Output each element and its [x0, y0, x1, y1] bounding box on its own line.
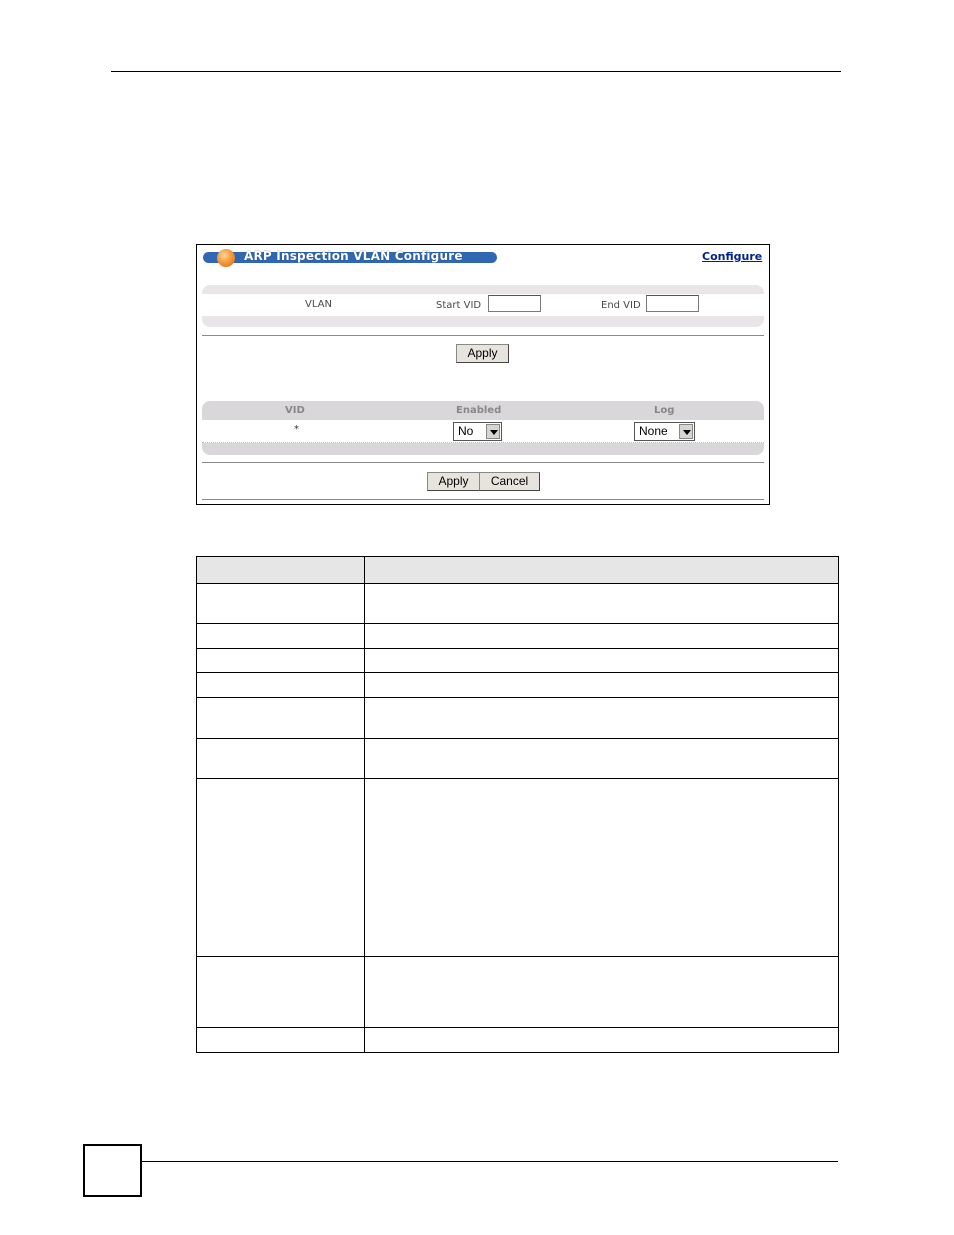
table-row: [197, 779, 839, 957]
configure-link[interactable]: Configure: [702, 250, 763, 263]
table-header-row: [197, 557, 839, 584]
table-row: [197, 673, 839, 698]
chevron-down-icon: [486, 424, 500, 439]
title-orb-icon: [217, 249, 235, 267]
log-select[interactable]: None: [634, 422, 695, 441]
table-row: [197, 624, 839, 649]
divider: [202, 335, 764, 336]
start-vid-label: Start VID: [436, 300, 482, 311]
chevron-down-icon: [679, 424, 693, 439]
table-row: [202, 420, 764, 443]
divider: [202, 499, 764, 500]
vid-settings-table: [202, 401, 764, 455]
vid-cell: *: [294, 424, 299, 435]
vid-column-header: VID: [285, 405, 305, 416]
apply-button[interactable]: Apply: [427, 472, 480, 491]
table-row: [197, 584, 839, 624]
table-row: [197, 698, 839, 739]
panel-title: ARP Inspection VLAN Configure: [244, 249, 463, 263]
apply-range-button[interactable]: Apply: [456, 344, 509, 363]
page-footer-rule: [140, 1161, 838, 1162]
vlan-range-row: [202, 285, 764, 327]
table-row: [197, 739, 839, 779]
table-row: [197, 1028, 839, 1053]
vlan-label: VLAN: [305, 299, 332, 310]
table-row: [197, 649, 839, 673]
arp-inspection-vlan-panel: [196, 244, 770, 505]
enabled-column-header: Enabled: [456, 405, 502, 416]
description-table: [196, 556, 839, 1053]
log-column-header: Log: [654, 405, 675, 416]
page-number-box: [83, 1144, 142, 1197]
enabled-select[interactable]: No: [453, 422, 502, 441]
end-vid-label: End VID: [601, 300, 641, 311]
end-vid-input[interactable]: [646, 295, 699, 312]
table-row: [197, 957, 839, 1028]
start-vid-input[interactable]: [488, 295, 541, 312]
cancel-button[interactable]: Cancel: [479, 472, 540, 491]
page-header-rule: [111, 71, 841, 72]
divider: [202, 462, 764, 463]
